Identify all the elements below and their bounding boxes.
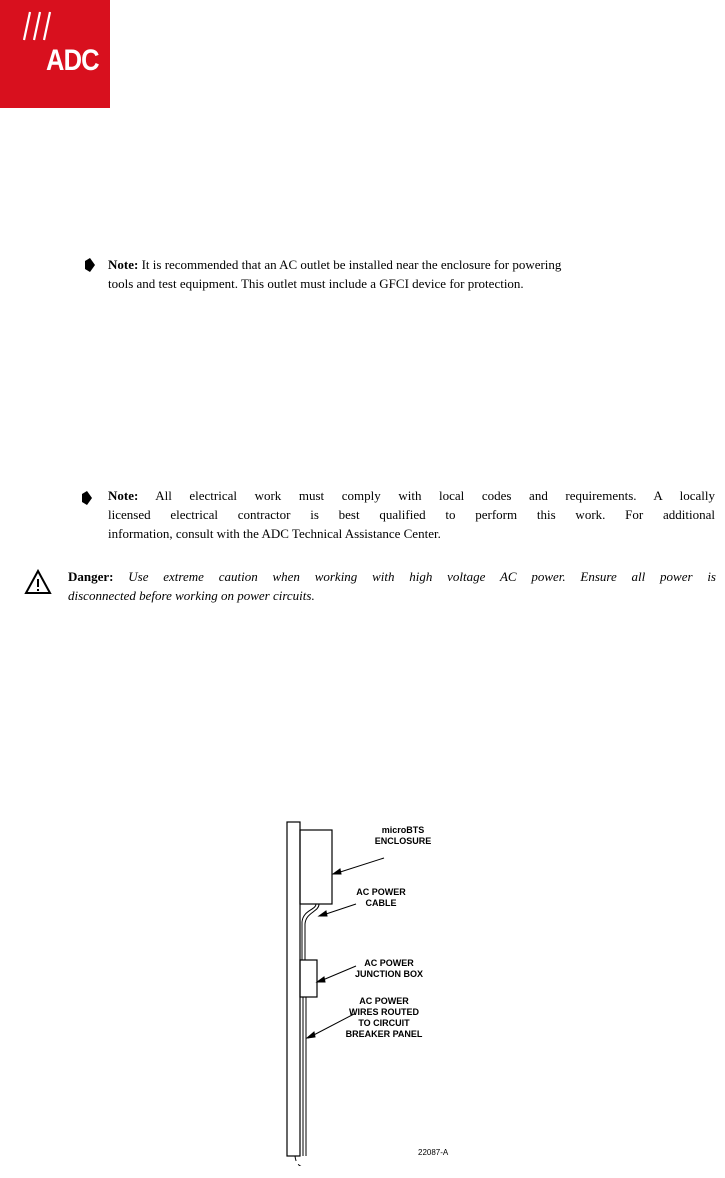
logo-slashes-icon	[18, 10, 58, 44]
microbts-enclosure	[300, 830, 332, 904]
note-pointer-icon	[81, 490, 93, 506]
label-cable-line1: AC POWER	[356, 887, 406, 897]
note-text-line1: All electrical work must comply with local codes and requirements. A locally	[138, 488, 715, 503]
note-pointer-icon	[84, 257, 96, 273]
note-electrical-work	[108, 486, 715, 543]
label-wires-line4: BREAKER PANEL	[345, 1029, 423, 1039]
note-recommendation	[108, 255, 716, 293]
label-enclosure-line1: microBTS	[381, 825, 425, 835]
danger-label: Danger:	[68, 569, 114, 584]
note-text-line3: information, consult with the ADC Technical Assistance Center.	[108, 526, 441, 541]
label-wires-line2: WIRES ROUTED	[348, 1007, 420, 1017]
figure-id: 22087-A	[418, 1148, 449, 1157]
underground-route	[295, 1156, 410, 1166]
danger-notice	[68, 567, 716, 605]
label-wires-line3: TO CIRCUIT	[358, 1018, 410, 1028]
label-wires-line1: AC POWER	[359, 996, 409, 1006]
warning-triangle-icon	[24, 569, 52, 595]
note-text-line1: It is recommended that an AC outlet be installed near the enclosure for powering	[138, 257, 562, 272]
note-label: Note:	[108, 257, 139, 272]
note-text-line2: tools and test equipment. This outlet must include a GFCI device for protection.	[108, 276, 524, 291]
logo-text: ADC	[46, 44, 99, 77]
label-enclosure-line2: ENCLOSURE	[374, 836, 432, 846]
label-junction-line1: AC POWER	[364, 958, 414, 968]
adc-logo	[0, 0, 110, 108]
label-cable-line2: CABLE	[365, 898, 397, 908]
ac-power-diagram	[270, 816, 470, 1166]
junction-box	[300, 960, 317, 997]
mounting-surface	[287, 822, 300, 1156]
danger-text-line1: Use extreme caution when working with high voltage AC power. Ensure all power is	[113, 569, 716, 584]
note-label: Note:	[108, 488, 139, 503]
note-text-line2: licensed electrical contractor is best qualified to perform this work. For additional	[108, 507, 715, 522]
danger-text-line2: disconnected before working on power circuits.	[68, 588, 315, 603]
label-junction-line2: JUNCTION BOX	[354, 969, 424, 979]
